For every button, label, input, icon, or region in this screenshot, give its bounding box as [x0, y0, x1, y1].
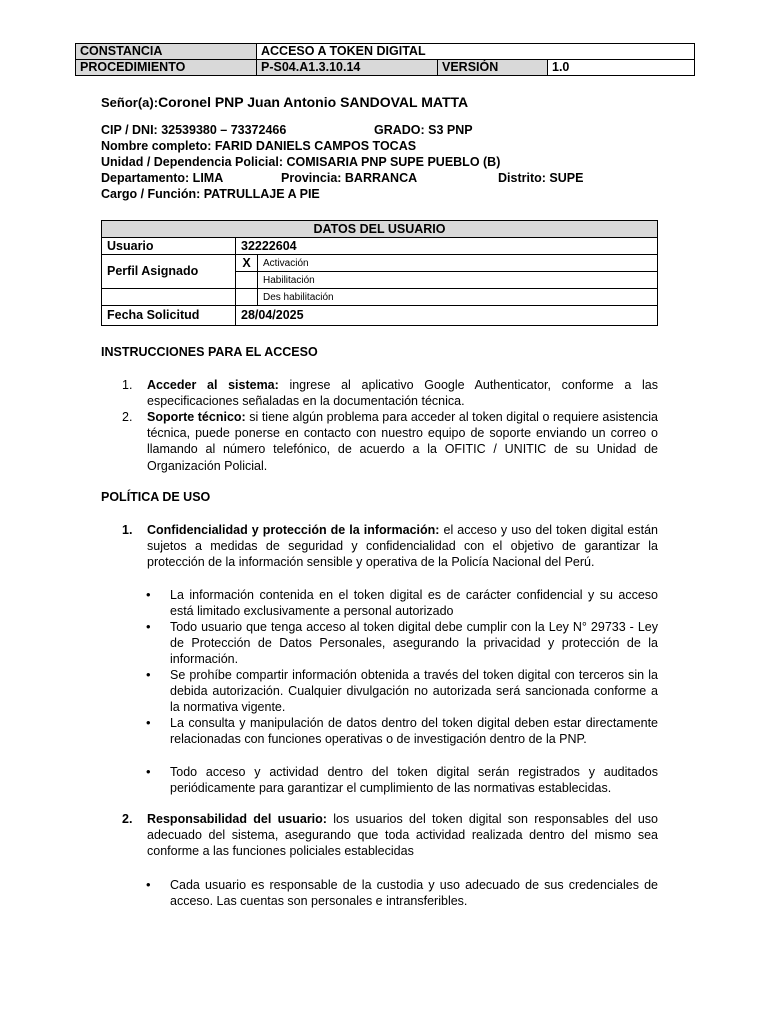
perfil-mark-habilitacion	[236, 272, 258, 289]
instr-item-1-label: Acceder al sistema:	[147, 378, 279, 392]
instr-item-2	[147, 409, 658, 474]
departamento: Departamento: LIMA	[101, 171, 224, 185]
instrucciones-heading: INSTRUCCIONES PARA EL ACCESO	[101, 345, 318, 359]
politica-number-1: 1.	[122, 523, 133, 537]
unidad-dependencia: Unidad / Dependencia Policial: COMISARIA PNP SUPE PUEBLO (B)	[101, 155, 501, 169]
instr-item-2-text: si tiene algún problema para acceder al token digital o requiere asistencia técnica, puede ponerse en contacto con nuestro equipo de soporte enviando un correo o llamando al número telefónico, de acuerdo a la OFITIC / UNITIC de su Unidad de Organización Policial.	[147, 410, 658, 473]
politica-item-1	[147, 522, 658, 571]
politica-item-1-label: Confidencialidad y protección de la información:	[147, 523, 440, 537]
politica-number-2: 2.	[122, 812, 133, 826]
bullet-text-3: Se prohíbe compartir información obtenida a través del token digital con terceros sin la debida autorización. Cualquier divulgación no autorizada será sancionada conforme a la normativa vigente.	[170, 668, 658, 715]
perfil-label: Perfil Asignado	[102, 255, 236, 289]
usuario-value: 32222604	[236, 238, 658, 255]
perfil-empty-cell	[102, 289, 236, 306]
instr-number-1: 1.	[122, 378, 133, 392]
politica-item-2	[147, 811, 658, 860]
bullet-text-2: Todo usuario que tenga acceso al token digital debe cumplir con la Ley N° 29733 - Ley de Protección de Datos Personales, asegurando la privacidad y protección de la información.	[170, 620, 658, 667]
recipient-prefix: Señor(a):	[101, 95, 159, 110]
cargo-funcion: Cargo / Función: PATRULLAJE A PIE	[101, 187, 320, 201]
instr-item-1-text: ingrese al aplicativo Google Authenticator, conforme a las especificaciones señaladas en la documentación técnica.	[147, 378, 658, 409]
recipient-name: Coronel PNP Juan Antonio SANDOVAL MATTA	[158, 94, 469, 110]
politica-item-1-text: el acceso y uso del token digital están sujetos a medidas de seguridad y confidencialidad con el objetivo de garantizar la protección de la información sensible y operativa de la Policía Nacional del Perú.	[147, 523, 658, 570]
bullet-text-1: La información contenida en el token digital es de carácter confidencial y su acceso está limitado exclusivamente a personal autorizado	[170, 588, 658, 619]
fecha-value: 28/04/2025	[236, 306, 658, 326]
header-constancia-value: ACCESO A TOKEN DIGITAL	[257, 44, 695, 60]
perfil-mark-deshabilitacion	[236, 289, 258, 306]
politica-item-2-text: los usuarios del token digital son responsables del uso adecuado del sistema, asegurando que toda actividad realizada dentro del mismo sea conforme a las funciones policiales establecidas	[147, 812, 658, 859]
provincia: Provincia: BARRANCA	[281, 171, 418, 185]
usuario-label: Usuario	[102, 238, 236, 255]
bullet-4: •	[146, 715, 151, 730]
bullet-text-6: Cada usuario es responsable de la custodia y uso adecuado de sus credenciales de acceso. Las cuentas son personales e intransferibles.	[170, 878, 658, 909]
user-table-title: DATOS DEL USUARIO	[102, 221, 658, 238]
grado: GRADO: S3 PNP	[374, 123, 473, 137]
bullet-5: •	[146, 764, 151, 779]
instr-number-2: 2.	[122, 410, 133, 424]
header-table	[75, 43, 695, 76]
nombre-completo: Nombre completo: FARID DANIELS CAMPOS TOCAS	[101, 139, 417, 153]
bullet-6: •	[146, 877, 151, 892]
bullet-3: •	[146, 667, 151, 682]
instr-item-2-label: Soporte técnico:	[147, 410, 246, 424]
header-procedimiento-code: P-S04.A1.3.10.14	[257, 60, 438, 76]
perfil-option-deshabilitacion: Des habilitación	[258, 289, 658, 306]
perfil-mark-activacion: X	[236, 255, 258, 272]
header-procedimiento-label: PROCEDIMIENTO	[76, 60, 257, 76]
bullet-2: •	[146, 619, 151, 634]
politica-heading: POLÍTICA DE USO	[101, 490, 211, 504]
perfil-option-habilitacion: Habilitación	[258, 272, 658, 289]
header-version-label: VERSIÓN	[438, 60, 548, 76]
user-data-table	[101, 220, 658, 326]
politica-item-2-label: Responsabilidad del usuario:	[147, 812, 327, 826]
recipient-line	[101, 94, 468, 110]
bullet-text-5: Todo acceso y actividad dentro del token digital serán registrados y auditados periódicamente para garantizar el cumplimiento de las normativas establecidas.	[170, 765, 658, 796]
cip-dni: CIP / DNI: 32539380 – 73372466	[101, 123, 287, 137]
perfil-option-activacion: Activación	[258, 255, 658, 272]
bullet-text-4: La consulta y manipulación de datos dentro del token digital deben estar directamente relacionadas con funciones operativas o de investigación dentro de la PNP.	[170, 716, 658, 747]
header-constancia-label: CONSTANCIA	[76, 44, 257, 60]
bullet-1: •	[146, 587, 151, 602]
distrito: Distrito: SUPE	[498, 171, 584, 185]
header-version-value: 1.0	[548, 60, 695, 76]
instr-item-1	[147, 377, 658, 409]
fecha-label: Fecha Solicitud	[102, 306, 236, 326]
